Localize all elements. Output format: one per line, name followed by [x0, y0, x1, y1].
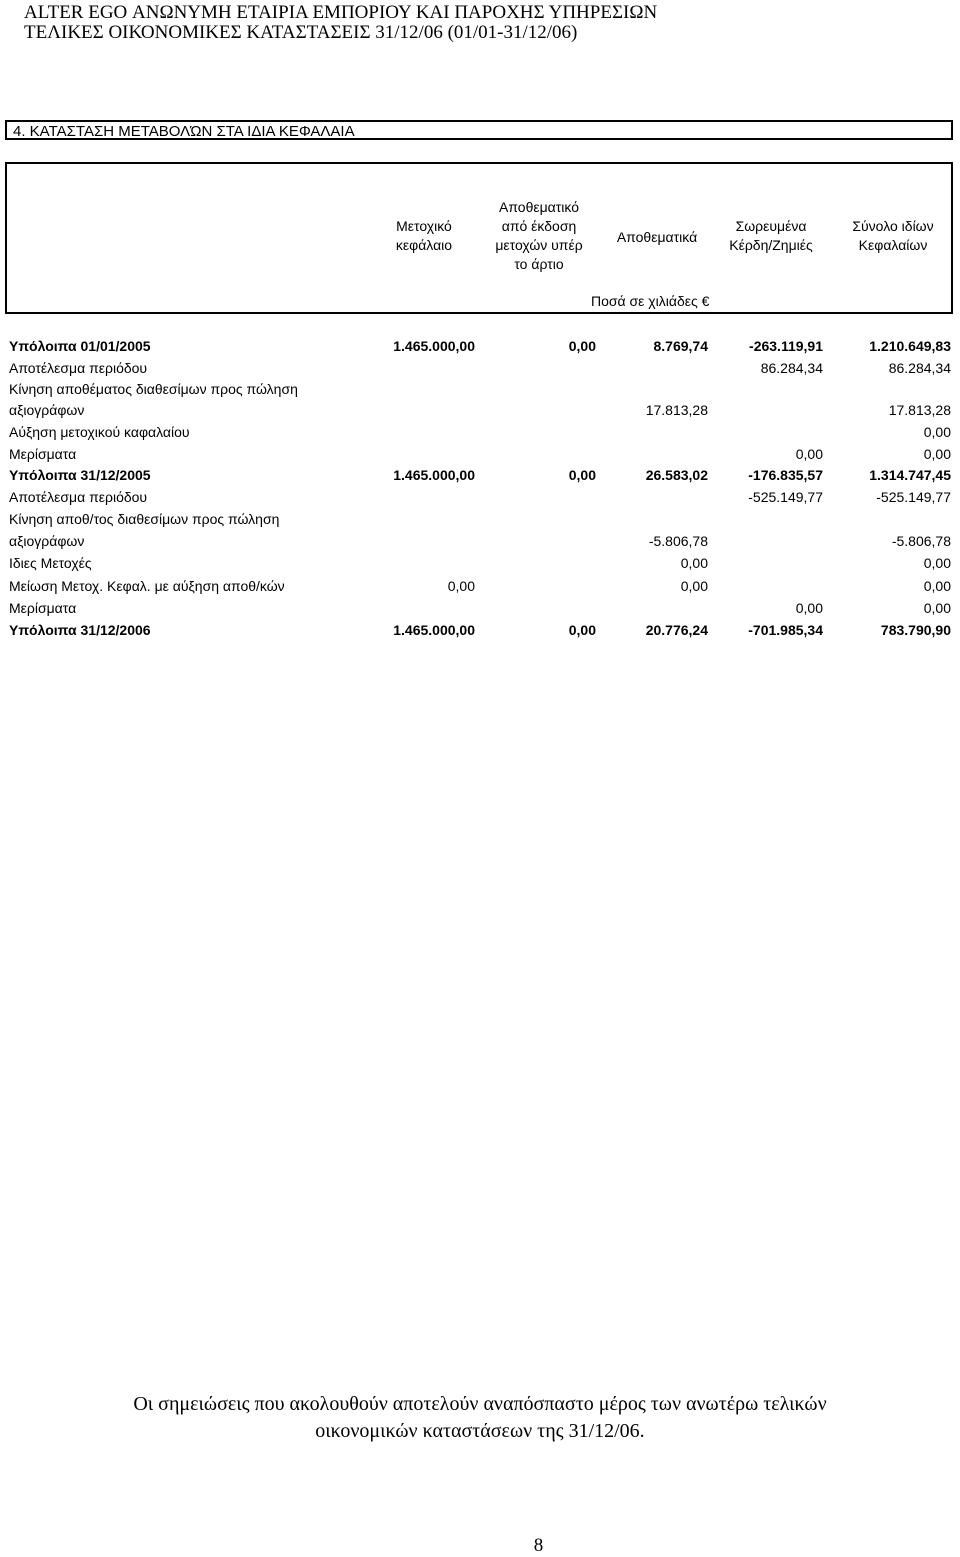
table-row: [9, 402, 951, 422]
cell-c5: 0,00: [923, 424, 951, 440]
row-label: αξιογράφων: [9, 533, 85, 549]
row-label: Ιδιες Μετοχές: [9, 555, 92, 571]
col-header-share-capital: Μετοχικό κεφάλαιο: [395, 218, 453, 253]
table-row: [9, 511, 951, 531]
cell-c5: 783.790,90: [880, 622, 951, 638]
cell-c5: 0,00: [923, 578, 951, 594]
amounts-note: Ποσά σε χιλιάδες €: [591, 293, 710, 309]
cell-c5: 1.314.747,45: [869, 467, 951, 483]
row-label: Αποτέλεσμα περιόδου: [9, 360, 148, 376]
table-row: [9, 338, 951, 358]
table-row: [9, 381, 951, 401]
company-name: ALTER EGO ΑΝΩΝΥΜΗ ΕΤΑΙΡΙΑ ΕΜΠΟΡΙΟΥ ΚΑΙ ΠΑΡΟΧΗΣ ΥΠΗΡΕΣΙΩΝ: [24, 2, 658, 23]
table-row: [9, 489, 951, 509]
cell-c5: 1.210.649,83: [869, 338, 951, 354]
cell-c4: -701.985,34: [748, 622, 823, 638]
page-number: 8: [533, 1535, 544, 1556]
cell-c5: 0,00: [923, 446, 951, 462]
row-label: Αύξηση μετοχικού καφαλαίου: [9, 424, 190, 440]
row-label: Μερίσματα: [9, 600, 77, 616]
cell-c4: -525.149,77: [748, 489, 823, 505]
col-header-total-equity: Σύνολο ιδίων Κεφαλαίων: [852, 218, 934, 253]
table-row: [9, 622, 951, 642]
row-label: Αποτέλεσμα περιόδου: [9, 489, 148, 505]
report-subtitle: ΤΕΛΙΚΕΣ ΟΙΚΟΝΟΜΙΚΕΣ ΚΑΤΑΣΤΑΣΕΙΣ 31/12/06 (01/01-31/12/06): [24, 22, 578, 43]
cell-c3: -5.806,78: [648, 533, 708, 549]
table-row: [9, 446, 951, 466]
cell-c5: 0,00: [923, 600, 951, 616]
row-label: Κίνηση αποθ/τος διαθεσίμων προς πώληση: [9, 511, 280, 527]
cell-c1: 0,00: [447, 578, 475, 594]
cell-c3: 0,00: [680, 555, 708, 571]
footer-note: Οι σημειώσεις που ακολουθούν αποτελούν αναπόσπαστο μέρος των ανωτέρω τελικών οικονομικών καταστάσεων της 31/12/06.: [133, 1393, 827, 1442]
table-row: [9, 467, 951, 487]
table-row: [9, 360, 951, 380]
cell-c1: 1.465.000,00: [393, 338, 475, 354]
cell-c4: -263.119,91: [749, 338, 823, 354]
cell-c5: -5.806,78: [891, 533, 951, 549]
cell-c2: 0,00: [568, 622, 596, 638]
table-row: [9, 555, 951, 575]
cell-c4: 0,00: [795, 600, 823, 616]
cell-c4: 86.284,34: [760, 360, 823, 376]
col-header-share-premium: Αποθεματικό από έκδοση μετοχών υπέρ το άρτιο: [495, 199, 583, 272]
table-row: [9, 533, 951, 553]
row-label: Υπόλοιπα 31/12/2005: [9, 467, 151, 483]
cell-c5: -525.149,77: [876, 489, 951, 505]
table-row: [9, 424, 951, 444]
section-title-box: [5, 120, 953, 140]
table-row: [9, 600, 951, 620]
cell-c4: -176.835,57: [748, 467, 823, 483]
cell-c3: 20.776,24: [645, 622, 708, 638]
cell-c5: 86.284,34: [888, 360, 951, 376]
row-label: Κίνηση αποθέματος διαθεσίμων προς πώληση: [9, 381, 298, 397]
section-title: 4. ΚΑΤΑΣΤΑΣΗ ΜΕΤΑΒΟΛΏΝ ΣΤΑ ΙΔΙΑ ΚΕΦΑΛΑΙΑ: [13, 123, 355, 140]
cell-c1: 1.465.000,00: [393, 622, 475, 638]
row-label: Μείωση Μετοχ. Κεφαλ. με αύξηση αποθ/κών: [9, 578, 285, 594]
table-row: [9, 578, 951, 598]
row-label: Μερίσματα: [9, 446, 77, 462]
cell-c5: 0,00: [923, 555, 951, 571]
cell-c3: 8.769,74: [653, 338, 708, 354]
cell-c3: 0,00: [680, 578, 708, 594]
cell-c1: 1.465.000,00: [393, 467, 475, 483]
column-header-box: [5, 162, 953, 314]
cell-c5: 17.813,28: [888, 402, 951, 418]
cell-c2: 0,00: [568, 338, 596, 354]
cell-c3: 17.813,28: [645, 402, 708, 418]
col-header-reserves: Αποθεματικά: [616, 229, 698, 245]
col-header-retained-earnings: Σωρευμένα Κέρδη/Ζημιές: [729, 218, 813, 253]
cell-c4: 0,00: [795, 446, 823, 462]
cell-c3: 26.583,02: [645, 467, 708, 483]
cell-c2: 0,00: [568, 467, 596, 483]
row-label: Υπόλοιπα 01/01/2005: [9, 338, 151, 354]
row-label: αξιογράφων: [9, 402, 85, 418]
row-label: Υπόλοιπα 31/12/2006: [9, 622, 151, 638]
